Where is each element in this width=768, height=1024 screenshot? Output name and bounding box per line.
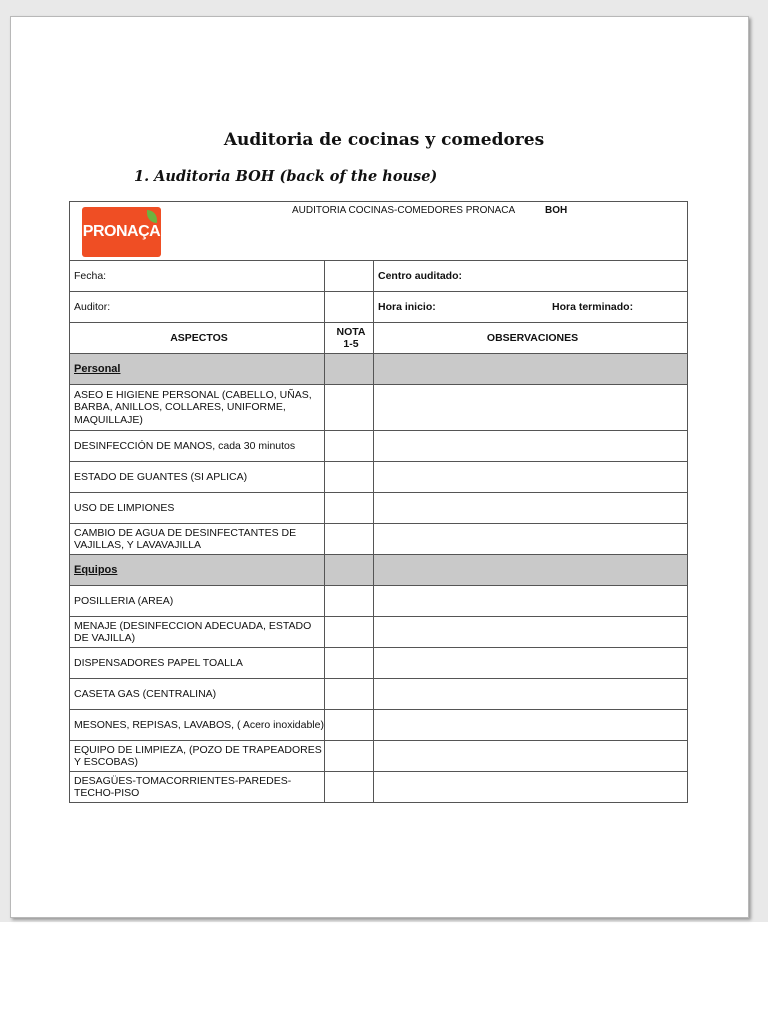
col-aspectos: ASPECTOS (70, 323, 325, 354)
section-nota-cell (325, 354, 374, 385)
nota-cell[interactable] (325, 648, 374, 679)
list-item: DESAGÜES-TOMACORRIENTES-PAREDES-TECHO-PISO (70, 772, 325, 803)
list-item: CAMBIO DE AGUA DE DESINFECTANTES DE VAJILLAS, Y LAVAVAJILLA (70, 524, 325, 555)
leaf-icon (147, 210, 157, 223)
form-tag: BOH (545, 205, 568, 216)
section-equipos: Equipos (70, 555, 325, 586)
nota-cell[interactable] (325, 679, 374, 710)
nota-cell[interactable] (325, 617, 374, 648)
logo-text: PRONAÇA (82, 222, 161, 240)
fecha-label: Fecha: (70, 261, 325, 292)
observacion-cell[interactable] (374, 493, 688, 524)
observacion-cell[interactable] (374, 524, 688, 555)
col-observaciones: OBSERVACIONES (374, 323, 688, 354)
hora-cell (374, 292, 688, 323)
observacion-cell[interactable] (374, 586, 688, 617)
form-header (70, 202, 688, 261)
section-nota-cell (325, 555, 374, 586)
section-obs-cell (374, 555, 688, 586)
list-item: MESONES, REPISAS, LAVABOS, ( Acero inoxidable) (70, 710, 325, 741)
observacion-cell[interactable] (374, 617, 688, 648)
observacion-cell[interactable] (374, 385, 688, 431)
list-item: POSILLERIA (AREA) (70, 586, 325, 617)
form-title: AUDITORIA COCINAS-COMEDORES PRONACA (292, 205, 516, 216)
nota-cell[interactable] (325, 431, 374, 462)
observacion-cell[interactable] (374, 710, 688, 741)
audit-table (69, 201, 688, 803)
auditor-value-cell[interactable] (325, 292, 374, 323)
nota-cell[interactable] (325, 586, 374, 617)
observacion-cell[interactable] (374, 648, 688, 679)
observacion-cell[interactable] (374, 772, 688, 803)
fecha-value-cell[interactable] (325, 261, 374, 292)
nota-cell[interactable] (325, 524, 374, 555)
document-subtitle: 1. Auditoria BOH (back of the house) (134, 168, 438, 185)
observacion-cell[interactable] (374, 462, 688, 493)
hora-inicio-label: Hora inicio: (378, 300, 436, 313)
pronaca-logo (82, 207, 161, 257)
list-item: DESINFECCIÓN DE MANOS, cada 30 minutos (70, 431, 325, 462)
auditor-label: Auditor: (70, 292, 325, 323)
nota-cell[interactable] (325, 710, 374, 741)
nota-cell[interactable] (325, 741, 374, 772)
observacion-cell[interactable] (374, 431, 688, 462)
list-item: MENAJE (DESINFECCION ADECUADA, ESTADO DE VAJILLA) (70, 617, 325, 648)
document-title: Auditoria de cocinas y comedores (223, 130, 545, 150)
hora-terminado-label: Hora terminado: (552, 301, 634, 313)
section-obs-cell (374, 354, 688, 385)
list-item: CASETA GAS (CENTRALINA) (70, 679, 325, 710)
list-item: EQUIPO DE LIMPIEZA, (POZO DE TRAPEADORES Y ESCOBAS) (70, 741, 325, 772)
list-item: USO DE LIMPIONES (70, 493, 325, 524)
nota-cell[interactable] (325, 772, 374, 803)
col-nota: NOTA 1-5 (325, 323, 374, 354)
nota-cell[interactable] (325, 493, 374, 524)
list-item: ASEO E HIGIENE PERSONAL (CABELLO, UÑAS, BARBA, ANILLOS, COLLARES, UNIFORME, MAQUILLAJE) (70, 385, 325, 431)
section-personal: Personal (70, 354, 325, 385)
list-item: ESTADO DE GUANTES (SI APLICA) (70, 462, 325, 493)
nota-cell[interactable] (325, 462, 374, 493)
observacion-cell[interactable] (374, 679, 688, 710)
centro-auditado-label: Centro auditado: (374, 261, 688, 292)
observacion-cell[interactable] (374, 741, 688, 772)
list-item: DISPENSADORES PAPEL TOALLA (70, 648, 325, 679)
nota-cell[interactable] (325, 385, 374, 431)
